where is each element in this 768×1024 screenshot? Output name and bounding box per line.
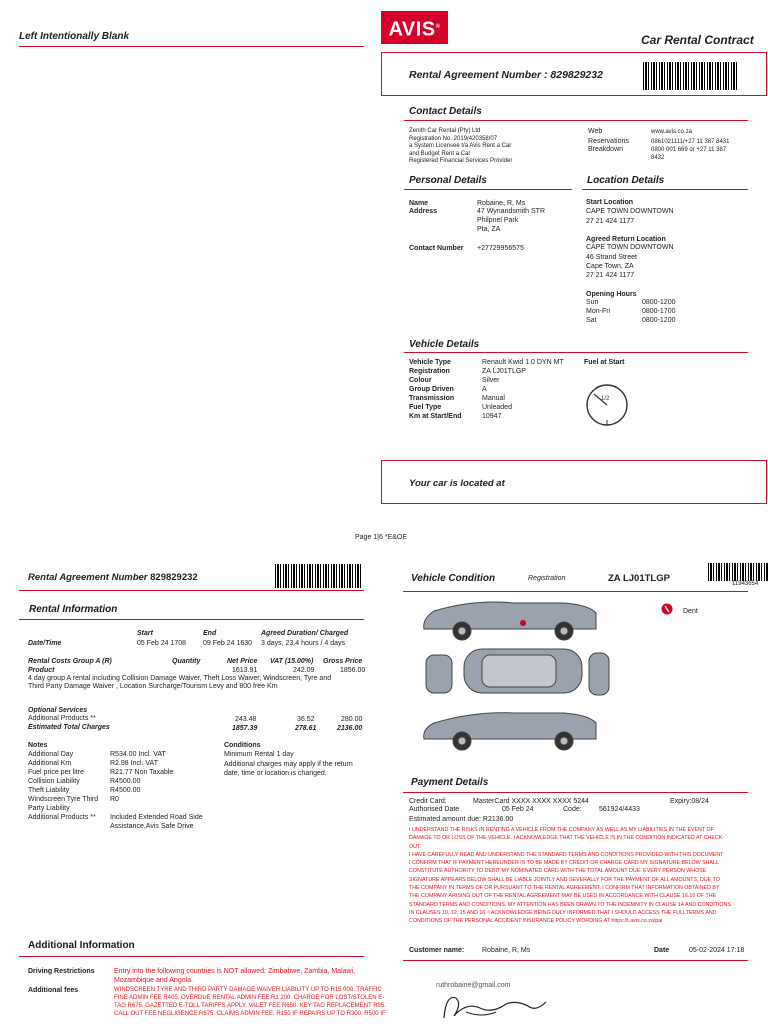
additional-fees-label: Additional fees bbox=[28, 987, 79, 994]
vehicle-row-label: Fuel Type bbox=[409, 404, 442, 411]
terms-line: STANDARD TERMS AND CONDITIONS. MY ATTENTION HAS BEEN DRAWN TO THE INDEMNITY IN CLAUSE 14 AND CONDITIONS bbox=[409, 901, 731, 908]
reservations-value: 0861021111/+27 11 387 8431 bbox=[651, 139, 730, 145]
fees-line: FINE ADMIN FEE R405. OVERDUE RENTAL ADMIN FEE R1 200. CHARGE FOR LOST/STOLEN E- bbox=[114, 995, 385, 1001]
breakdown-value-2: 8432 bbox=[651, 155, 665, 161]
col-agreed: Agreed Duration/ Charged bbox=[261, 630, 349, 637]
return-location-addr-2: Cape Town, ZA bbox=[586, 263, 634, 270]
contact-number-label: Contact Number bbox=[409, 245, 464, 252]
product-gross: 1856.00 bbox=[340, 667, 366, 674]
vehicle-row-label: Group Driven bbox=[409, 386, 454, 393]
avis-logo-reg: ® bbox=[435, 24, 441, 30]
net-price-label: Net Price bbox=[227, 658, 258, 665]
terms-line: CONSTITUTE AUTHORITY TO DEBIT MY NOMINATED CARD WITH THE TOTAL AMOUNT DUE. EVERY PERSON WHOSE bbox=[409, 868, 707, 875]
location-rule bbox=[582, 189, 748, 190]
barcode-icon bbox=[708, 563, 768, 581]
credit-card-label: Credit Card: bbox=[409, 798, 447, 805]
code-label: Code: bbox=[563, 806, 582, 813]
condition-barcode-number: 11943654 bbox=[732, 581, 759, 587]
gross-price-label: Gross Price bbox=[323, 658, 363, 665]
note-value: R21.77 Non Taxable bbox=[110, 769, 174, 776]
address-label: Address bbox=[409, 208, 438, 215]
hours-time: 0800-1700 bbox=[642, 308, 676, 315]
condition-reg-label: Registration bbox=[528, 575, 566, 582]
agreement-number: Rental Agreement Number : 829829232 bbox=[409, 69, 603, 81]
col-end: End bbox=[203, 630, 217, 637]
vehicle-row-label: Km at Start/End bbox=[409, 413, 462, 420]
personal-rule bbox=[404, 189, 572, 190]
return-location-name: CAPE TOWN DOWNTOWN bbox=[586, 244, 674, 251]
payment-date-label: Date bbox=[654, 947, 670, 954]
address-line-1: 47 Wynandsmith STR bbox=[477, 208, 546, 215]
vehicle-row-label: Transmission bbox=[409, 395, 455, 402]
reservations-label: Reservations bbox=[588, 138, 629, 145]
estimated-total-label: Estimated Total Charges bbox=[28, 724, 110, 731]
contact-line: Registered Financial Services Provider bbox=[409, 158, 513, 164]
date-start: 05 Feb 24 1708 bbox=[137, 640, 187, 647]
col-start: Start bbox=[137, 630, 153, 637]
avis-logo-text: AVIS bbox=[388, 18, 436, 41]
avis-logo bbox=[381, 11, 448, 44]
estimated-amount: Estimated amount due: R2136.00 bbox=[409, 816, 514, 823]
terms-block bbox=[409, 826, 749, 926]
fees-line: WINDSCREEN TYRE AND THIRD PARTY DAMAGE WAIVER LIABILITY UP TO R15 000. TRAFFIC bbox=[114, 987, 382, 993]
contact-number-value: +27729956575 bbox=[477, 245, 524, 252]
contact-title: Contact Details bbox=[409, 106, 482, 117]
car-located-label: Your car is located at bbox=[409, 478, 505, 489]
vehicle-row-value: ZA LJ01TLGP bbox=[482, 368, 526, 375]
estimated-total-gross: 2136.00 bbox=[337, 725, 363, 732]
fuel-gauge-icon bbox=[582, 380, 632, 426]
note-value: R4500.00 bbox=[110, 778, 141, 785]
terms-line: THE COMPANY ARISING OUT OF THE RENTAL AGREEMENT MAY BE USED IN ACCORDANCE WITH CLAUSE 16.10 OF THE bbox=[409, 893, 717, 900]
vehicle-row-value: Renault Kwid 1.0 DYN MT bbox=[482, 359, 564, 366]
note-label: Additional Day bbox=[28, 751, 74, 758]
hours-day: Sat bbox=[586, 317, 597, 324]
authorised-date-label: Authorised Date bbox=[409, 806, 460, 813]
dent-marker-icon bbox=[661, 603, 673, 615]
additional-products-gross: 280.00 bbox=[341, 716, 363, 723]
vehicle-row-label: Colour bbox=[409, 377, 432, 384]
opening-hours-label: Opening Hours bbox=[586, 291, 637, 298]
terms-line: I CONFIRM THAT IF PAYMENT HEREUNDER IS TO BE MADE BY CREDIT OR CHARGE CARD MY SIGNATURE BELOW SHALL bbox=[409, 860, 719, 867]
hours-time: 0800-1200 bbox=[642, 317, 676, 324]
barcode-icon bbox=[275, 564, 361, 588]
fuel-at-start-label: Fuel at Start bbox=[584, 359, 625, 366]
vehicle-row-value: Silver bbox=[482, 377, 500, 384]
fuel-half-text: 1/2 bbox=[601, 396, 610, 402]
rental-info-rule bbox=[19, 619, 364, 620]
date-time-label: Date/Time bbox=[28, 640, 62, 647]
note-label: Collision Liability bbox=[28, 778, 80, 785]
note-label: Fuel price per litre bbox=[28, 769, 85, 776]
product-desc-1: 4 day group A rental including Collision Damage Waiver, Theft Loss Waiver, Windscreen, Tyre and bbox=[28, 675, 332, 682]
terms-line: CONDITIONS OF THE PERSONAL ACCIDENT INSURANCE POLICY WORDING AT https://t.avis.co.za/pai bbox=[409, 918, 663, 925]
note-label: Theft Liability bbox=[28, 787, 70, 794]
car-diagram-icon bbox=[404, 593, 614, 763]
customer-name-label: Customer name: bbox=[409, 947, 465, 954]
vehicle-row-value: Unleaded bbox=[482, 404, 512, 411]
date-duration: 3 days, 23.4 hours / 4 days bbox=[261, 640, 346, 647]
hours-day: Mon-Fri bbox=[586, 308, 611, 315]
name-value: Robaine, R, Ms bbox=[477, 200, 526, 207]
note-label: Additional Products ** bbox=[28, 814, 96, 821]
note-value: R0 bbox=[110, 796, 119, 803]
fees-line: CALL OUT FEE NEGLIGENCE R675. CLAIMS ADMIN FEE: R150 IF REPAIRS UP TO R300. R500 IF bbox=[114, 1011, 386, 1017]
vehicle-row-value: 10947 bbox=[482, 413, 502, 420]
contract-title: Car Rental Contract bbox=[641, 33, 754, 47]
condition-1: Minimum Rental 1 day bbox=[224, 751, 294, 758]
contact-line: a System Licensee t/a Avis Rent a Car bbox=[409, 143, 512, 149]
product-desc-2: Third Party Damage Waiver , Location Surcharge/Tourism Levy and 800 free Km bbox=[28, 683, 278, 690]
terms-line: THE COMPANY IN TERMS OF OR PURSUANT TO THE RENTAL AGREEMENT. I CONFIRM THAT INFORMATION OBTAINED BY bbox=[409, 885, 720, 892]
breakdown-value: 0800 001 669 or +27 11 387 bbox=[651, 147, 727, 153]
contact-line: Registration No. 2019/420358/07 bbox=[409, 135, 498, 142]
payment-date-value: 05-02-2024 17:18 bbox=[689, 947, 745, 954]
driving-restrictions-label: Driving Restrictions bbox=[28, 968, 95, 975]
return-location-label: Agreed Return Location bbox=[586, 236, 666, 243]
terms-line: OUT. bbox=[409, 843, 422, 850]
breakdown-label: Breakdown bbox=[588, 146, 624, 153]
start-location-name: CAPE TOWN DOWNTOWN bbox=[586, 208, 674, 215]
product-net: 1613.91 bbox=[232, 667, 258, 674]
note-value: R534.00 Incl. VAT bbox=[110, 751, 166, 758]
condition-reg-value: ZA LJ01TLGP bbox=[608, 573, 670, 584]
additional-info-title: Additional Information bbox=[28, 940, 135, 951]
condition-2: Additional charges may apply if the return bbox=[224, 761, 353, 768]
hours-day: Sun bbox=[586, 299, 599, 306]
vehicle-row-label: Vehicle Type bbox=[409, 359, 451, 366]
driving-restrictions-1: Entry into the following countries is NOT allowed: Zimbabwe, Zambia, Malawi, bbox=[114, 968, 356, 975]
authorised-date-value: 05 Feb 24 bbox=[502, 806, 534, 813]
left-blank-rule bbox=[19, 46, 364, 47]
vehicle-rule bbox=[404, 352, 748, 353]
terms-line: IN CLAUSES 10, 12, 15 AND 16. I ACKNOWLEDGE BEING DULY INFORMED THAT I SHOULD ACCESS THE FULLTERMS AND bbox=[409, 909, 717, 916]
personal-title: Personal Details bbox=[409, 175, 487, 186]
terms-line: DAMAGE TO OR LOSS OF THE VEHICLE. I ACKNOWLEDGE THAT THE VEHICLE IS IN THE CONDITION INDICATED AT CHECK- bbox=[409, 835, 725, 842]
dent-label: Dent bbox=[683, 608, 698, 615]
start-location-label: Start Location bbox=[586, 199, 634, 206]
p2-agreement-rule bbox=[19, 590, 364, 591]
start-location-phone: 27 21 424 1177 bbox=[586, 218, 635, 225]
vehicle-condition-title: Vehicle Condition bbox=[411, 573, 496, 584]
note-label: Additional Km bbox=[28, 760, 72, 767]
additional-info-rule bbox=[19, 956, 364, 957]
web-link[interactable]: www.avis.co.za bbox=[651, 129, 693, 135]
note-value: Included Extended Road Side bbox=[110, 814, 203, 821]
left-blank-label: Left Intentionally Blank bbox=[19, 31, 130, 42]
additional-products-label: Additional Products ** bbox=[28, 715, 96, 722]
signature-image bbox=[436, 988, 556, 1024]
return-location-addr-1: 46 Strand Street bbox=[586, 254, 637, 261]
terms-line: I HAVE CAREFULLY READ AND UNDERSTAND THE STANDARD TERMS AND CONDITIONS PROVIDED WITH THIS DOCUMENT bbox=[409, 851, 724, 858]
quantity-label: Quantity bbox=[172, 658, 201, 665]
terms-line: I UNDERSTAND THE RISKS IN RENTING A VEHICLE FROM THE COMPANY AS WELL AS MY LIABILITIES IN THE EVENT OF bbox=[409, 827, 714, 833]
p2-agreement-label bbox=[28, 572, 198, 583]
note-value: R2.98 Incl. VAT bbox=[110, 760, 158, 767]
estimated-total-vat: 278.61 bbox=[295, 725, 317, 732]
payment-rule bbox=[403, 792, 748, 793]
dent-mark bbox=[520, 620, 526, 626]
contact-line: Zenith Car Rental (Pty) Ltd bbox=[409, 128, 481, 134]
rental-costs-label: Rental Costs Group A (R) bbox=[28, 658, 112, 665]
additional-products-vat: 36.52 bbox=[297, 716, 315, 723]
location-title: Location Details bbox=[587, 175, 665, 186]
contact-company-block bbox=[409, 128, 512, 166]
address-line-2: Philpnel Park bbox=[477, 217, 519, 224]
product-label: Product bbox=[28, 667, 55, 674]
terms-line: SIGNATURE APPEARS BELOW SHALL BE LIABLE JOINTLY AND SEVERALLY FOR THE PAYMENT OF ALL AMOUNTS, DUE TO bbox=[409, 876, 720, 883]
p2-agreement-number: 829829232 bbox=[150, 572, 198, 583]
product-vat: 242.09 bbox=[293, 667, 315, 674]
p2-agreement-text: Rental Agreement Number bbox=[28, 572, 148, 583]
customer-email: ruthrobaine@gmail.com bbox=[436, 982, 511, 989]
driving-restrictions-2: Mozambique and Angola. bbox=[114, 977, 193, 984]
contact-line: and Budget Rent a Car bbox=[409, 150, 471, 157]
hours-time: 0800-1200 bbox=[642, 299, 676, 306]
vat-label: VAT (15.00%) bbox=[270, 658, 314, 665]
code-value: 561924/4433 bbox=[599, 806, 640, 813]
rental-info-title: Rental Information bbox=[29, 604, 118, 615]
optional-services-label: Optional Services bbox=[28, 707, 88, 714]
web-label: Web bbox=[588, 128, 603, 135]
address-line-3: Pta, ZA bbox=[477, 226, 501, 233]
page-footer: Page 1|6 *E&OE bbox=[355, 534, 408, 541]
credit-card-value: MasterCard XXXX XXXX XXXX 5244 bbox=[473, 798, 589, 805]
note-value: Assistance,Avis Safe Drive bbox=[110, 823, 194, 830]
return-location-phone: 27 21 424 1177 bbox=[586, 272, 635, 279]
vehicle-row-value: A bbox=[482, 386, 487, 393]
fees-line: TAG R675. GAZETTED E-TOLL TARIFFS APPLY. VALET FEE R650. KEY TAG REPLACEMENT R95. bbox=[114, 1003, 386, 1009]
conditions-label: Conditions bbox=[224, 742, 261, 749]
date-end: 09 Feb 24 1630 bbox=[203, 640, 253, 647]
customer-name-value: Robaine, R, Ms bbox=[482, 947, 531, 954]
note-label: Windscreen Tyre Third bbox=[28, 796, 99, 803]
vehicle-condition-rule bbox=[403, 591, 748, 592]
expiry-value: Expiry:08/24 bbox=[670, 798, 709, 805]
note-label: Party Liability bbox=[28, 805, 70, 812]
vehicle-row-value: Manual bbox=[482, 395, 505, 402]
additional-products-net: 243.48 bbox=[235, 716, 257, 723]
contact-rule bbox=[404, 120, 748, 121]
vehicle-row-label: Registration bbox=[409, 368, 450, 375]
barcode-icon bbox=[643, 62, 737, 90]
customer-rule bbox=[403, 960, 748, 961]
notes-label: Notes bbox=[28, 742, 48, 749]
note-value: R4500.00 bbox=[110, 787, 141, 794]
vehicle-title: Vehicle Details bbox=[409, 339, 480, 350]
name-label: Name bbox=[409, 200, 429, 207]
estimated-total-net: 1857.39 bbox=[232, 725, 258, 732]
condition-3: date, time or location is changed. bbox=[224, 770, 327, 777]
payment-title: Payment Details bbox=[411, 777, 489, 788]
